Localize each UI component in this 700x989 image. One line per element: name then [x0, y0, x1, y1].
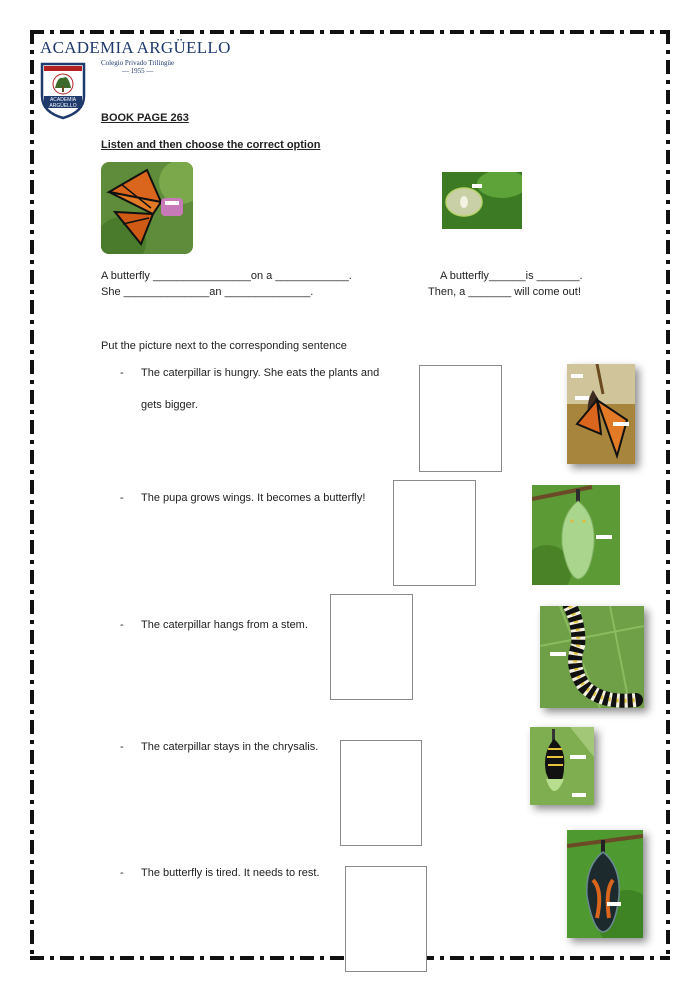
listen-instruction: Listen and then choose the correct option [101, 139, 321, 151]
school-tagline-text: Colegio Privado Trilingüe [101, 59, 175, 67]
match-instruction: Put the picture next to the corresponding sentence [101, 340, 347, 352]
sentence-4-line-1: The caterpillar stays in the chrysalis. [141, 741, 319, 753]
border-left [30, 30, 34, 960]
bullet-dash: - [120, 492, 124, 504]
bullet-dash: - [120, 741, 124, 753]
school-name: ACADEMIA ARGÜELLO [40, 38, 231, 57]
school-year: — 1955 — [121, 67, 154, 75]
left-sentence-1: A butterfly ________________on a ____________. [101, 270, 352, 282]
left-sentence-2: She ______________an ______________. [101, 286, 314, 298]
sentence-2-line-1: The pupa grows wings. It becomes a butterfly! [141, 492, 366, 504]
green-chrysalis-photo[interactable] [532, 485, 620, 585]
border-top [30, 30, 670, 34]
dark-chrysalis-photo[interactable] [567, 830, 643, 938]
bullet-dash: - [120, 867, 124, 879]
book-page-title: BOOK PAGE 263 [101, 112, 189, 124]
right-sentence-2: Then, a _______ will come out! [428, 286, 581, 298]
crest-text-1: ACADEMIA [49, 97, 77, 103]
sentence-1-line-2: gets bigger. [141, 399, 198, 411]
answer-box-1[interactable] [419, 365, 502, 472]
butterfly-emerging-photo[interactable] [567, 364, 635, 464]
school-tagline [101, 59, 174, 75]
monarch-on-flower-photo [101, 162, 193, 254]
forming-chrysalis-photo[interactable] [530, 727, 594, 805]
hanging-caterpillar-photo[interactable] [540, 606, 644, 708]
sentence-3-line-1: The caterpillar hangs from a stem. [141, 619, 308, 631]
answer-box-3[interactable] [330, 594, 413, 700]
answer-box-4[interactable] [340, 740, 422, 846]
sentence-5-line-1: The butterfly is tired. It needs to rest. [141, 867, 320, 879]
border-right [666, 30, 670, 960]
crest-text-2: ARGÜELLO [49, 103, 77, 109]
answer-box-2[interactable] [393, 480, 476, 586]
right-sentence-1: A butterfly______is _______. [440, 270, 583, 282]
school-crest-icon [40, 62, 86, 120]
answer-box-5[interactable] [345, 866, 427, 972]
egg-on-leaf-photo [442, 172, 522, 229]
sentence-1-line-1: The caterpillar is hungry. She eats the plants and [141, 367, 380, 379]
bullet-dash: - [120, 619, 124, 631]
bullet-dash: - [120, 367, 124, 379]
